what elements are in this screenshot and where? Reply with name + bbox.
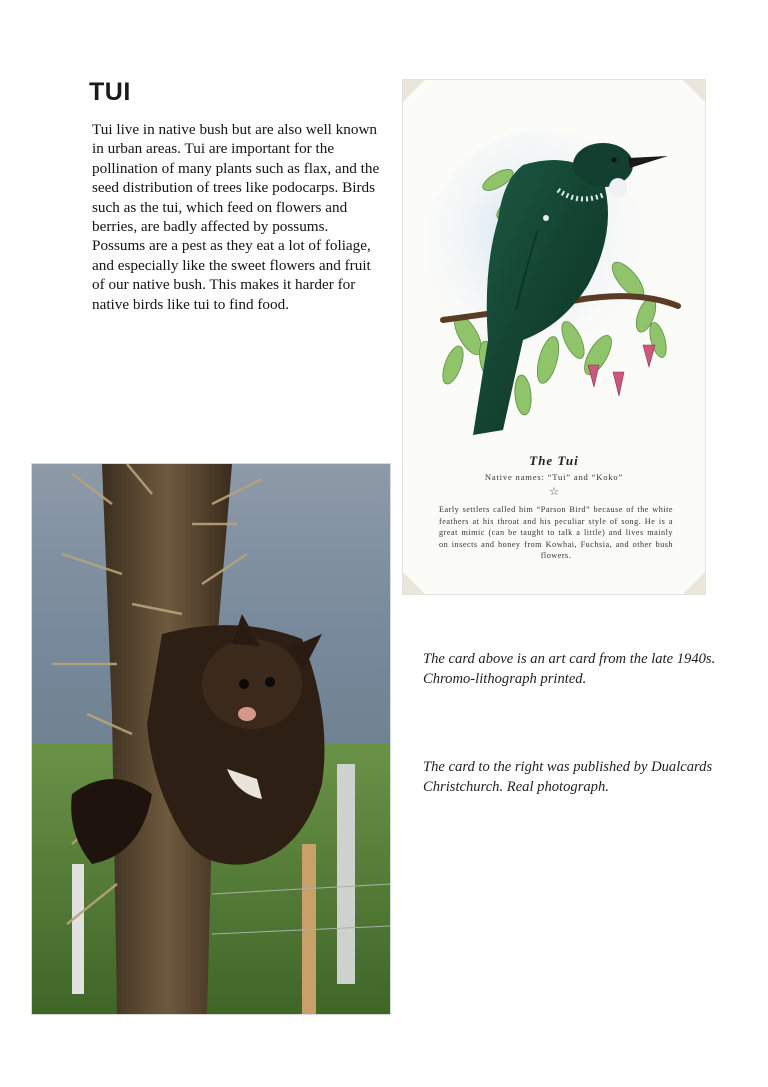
card-title: The Tui	[529, 453, 579, 468]
photo-corner	[683, 572, 705, 594]
tui-bird-illustration	[428, 110, 688, 455]
photo-corner	[403, 80, 425, 102]
tui-beak	[628, 156, 668, 168]
tui-throat-tuft	[609, 178, 627, 198]
tui-art-card	[403, 80, 705, 594]
intro-paragraph: Tui live in native bush but are also well known in urban areas. Tui are important for the pollination of many plants such as flax, and the seed distribution of trees like podocarps. Birds such as the tui, which feed on flowers and berries, are badly affected by possums. Possums are a pest as they eat a lot of foliage, and especially like the sweet flowers and fruit of our native bush. This makes it harder for native birds like tui to find food.	[92, 121, 380, 313]
possum-photo-card	[32, 464, 390, 1014]
card-description: Early settlers called him “Parson Bird” because of the white feathers at his throat and his peculiar style of song. He is a great mimic (can be taught to talk a little) and lives mainly on insects and honey from Kowhai, Fuchsia, and other bush flowers.	[439, 505, 673, 561]
page-title: TUI	[89, 78, 131, 106]
photo-corner	[683, 80, 705, 102]
fence-post	[337, 764, 355, 984]
tui-head	[573, 143, 633, 187]
card-subtitle: Native names: “Tui” and “Koko”	[484, 472, 624, 482]
star-icon: ☆	[549, 486, 559, 498]
photo-corner	[403, 572, 425, 594]
art-card-caption: The card above is an art card from the late 1940s. Chromo-lithograph printed.	[423, 651, 716, 687]
possum-photograph	[32, 464, 390, 1014]
photo-card-caption: The card to the right was published by Dualcards Christchurch. Real photograph.	[423, 759, 713, 795]
